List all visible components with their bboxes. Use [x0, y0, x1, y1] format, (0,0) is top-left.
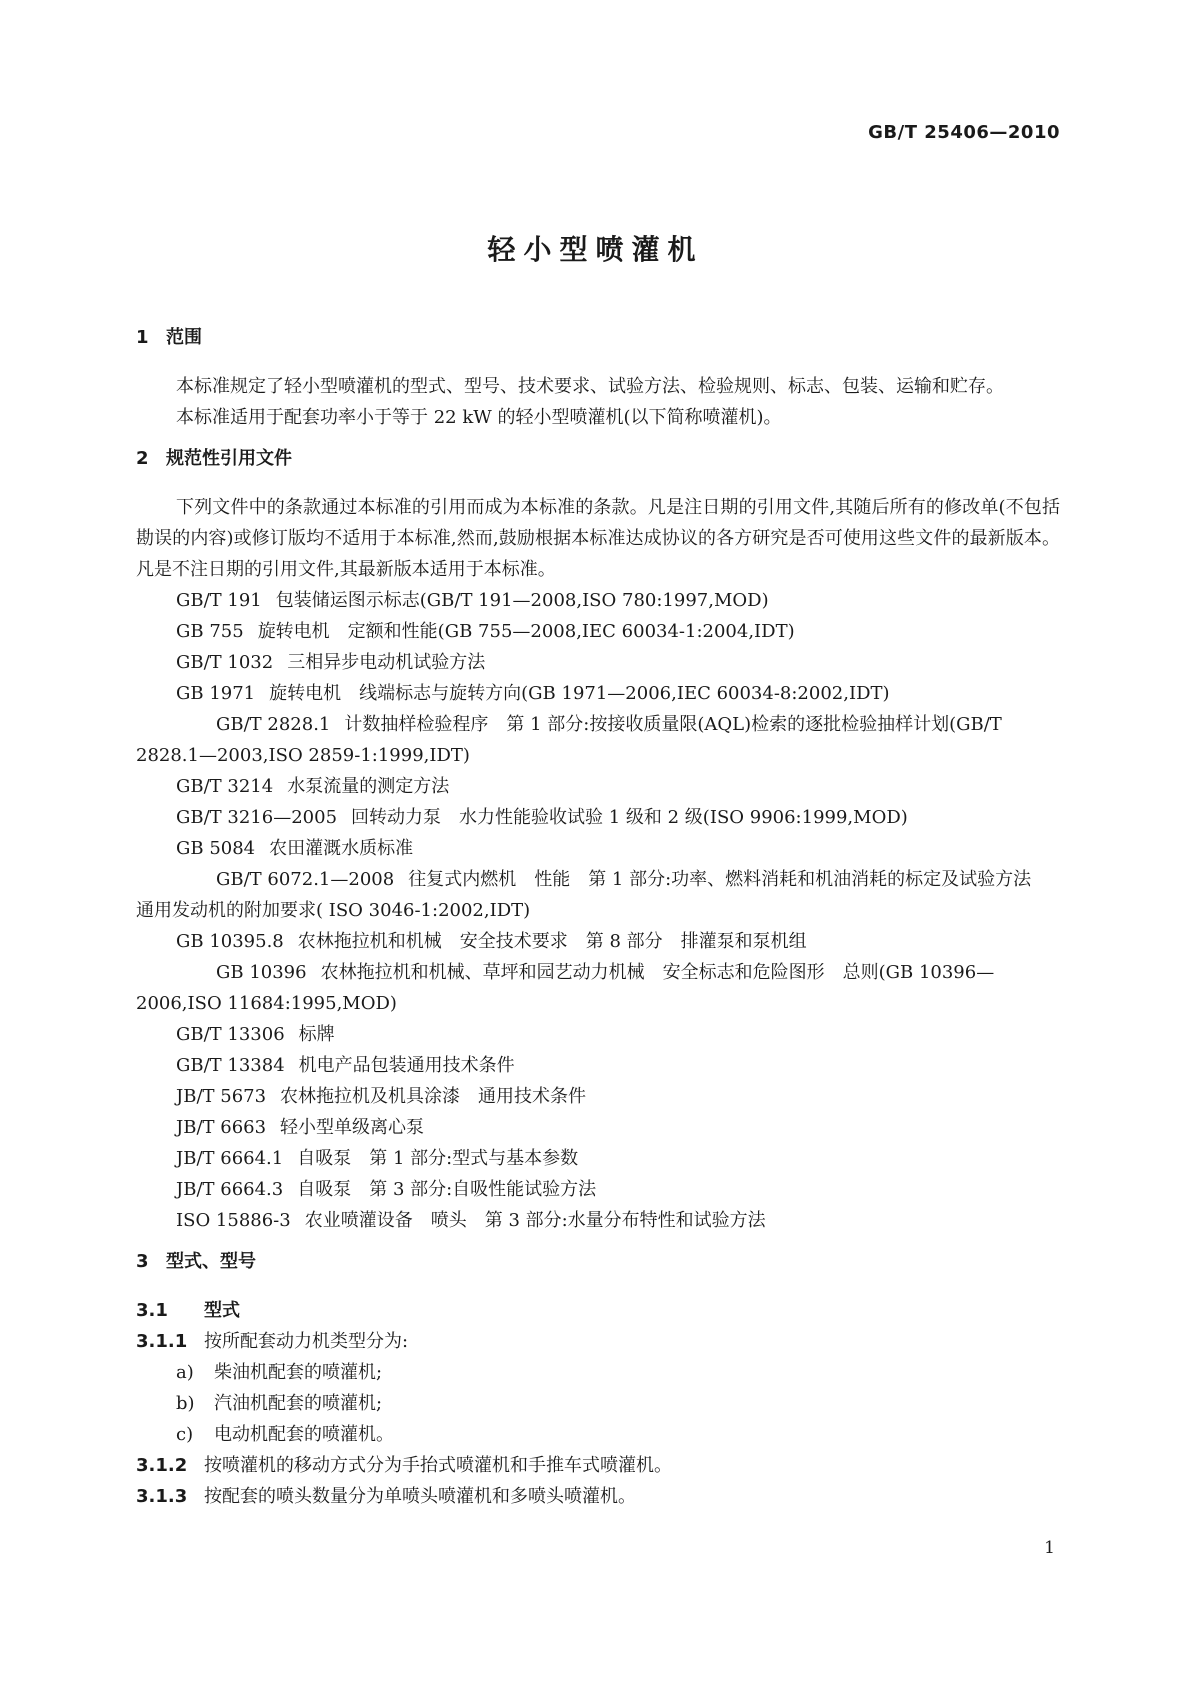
reference-code: ISO 15886-3: [176, 1210, 291, 1231]
reference-item: [136, 771, 1060, 802]
reference-item: [136, 957, 1060, 1019]
subsection-number: 3.1: [136, 1300, 168, 1321]
clause-text: 按喷灌机的移动方式分为手抬式喷灌机和手推车式喷灌机。: [204, 1455, 672, 1476]
reference-title: 旋转电机 定额和性能(GB 755—2008,IEC 60034-1:2004,IDT): [257, 621, 795, 642]
paragraph: 本标准规定了轻小型喷灌机的型式、型号、技术要求、试验方法、检验规则、标志、包装、运输和贮存。: [176, 376, 1004, 397]
reference-code: GB/T 13306: [176, 1024, 285, 1045]
subsection-title: 型式: [204, 1300, 240, 1321]
reference-code: GB/T 13384: [176, 1055, 285, 1076]
subsection-3-1-heading: [136, 1295, 1060, 1326]
reference-code: GB 10396: [216, 962, 307, 983]
reference-title: 农林拖拉机和机械 安全技术要求 第 8 部分 排灌泵和泵机组: [297, 931, 807, 952]
document-body: [136, 322, 1060, 1512]
reference-item: [136, 864, 1060, 926]
reference-code: GB 755: [176, 621, 244, 642]
reference-item: [136, 833, 1060, 864]
clause-number: 3.1.1: [136, 1331, 188, 1352]
reference-title: 自吸泵 第 1 部分:型式与基本参数: [297, 1148, 579, 1169]
reference-item: [136, 1143, 1060, 1174]
reference-title: 旋转电机 线端标志与旋转方向(GB 1971—2006,IEC 60034-8:2002,IDT): [269, 683, 890, 704]
reference-code: GB 10395.8: [176, 931, 284, 952]
reference-item: [136, 1081, 1060, 1112]
reference-item: [136, 616, 1060, 647]
paragraph: 下列文件中的条款通过本标准的引用而成为本标准的条款。凡是注日期的引用文件,其随后所有的修改单(不包括勘误的内容)或修订版均不适用于本标准,然而,鼓励根据本标准达成协议的各方研究是否可使用这些文件的最新版本。凡是不注日期的引用文件,其最新版本适用于本标准。: [136, 497, 1060, 580]
reference-code: GB/T 1032: [176, 652, 274, 673]
clause-text: 按配套的喷头数量分为单喷头喷灌机和多喷头喷灌机。: [204, 1486, 636, 1507]
section-number: 3: [136, 1251, 149, 1272]
section-title: 范围: [166, 327, 202, 348]
reference-code: JB/T 6664.3: [176, 1179, 284, 1200]
reference-item: [136, 585, 1060, 616]
reference-item: [136, 1050, 1060, 1081]
section-title: 型式、型号: [166, 1251, 256, 1272]
clause-3-1-1: [136, 1326, 1060, 1357]
reference-code: JB/T 6664.1: [176, 1148, 284, 1169]
list-text: 汽油机配套的喷灌机;: [214, 1393, 383, 1414]
reference-item: [136, 647, 1060, 678]
reference-item: [136, 1112, 1060, 1143]
reference-item: [136, 802, 1060, 833]
standard-number: GB/T 25406—2010: [868, 122, 1060, 143]
list-marker: b): [176, 1393, 195, 1414]
reference-title: 往复式内燃机 性能 第 1 部分:功率、燃料消耗和机油消耗的标定及试验方法 通用发动机的附加要求( ISO 3046-1:2002,IDT): [136, 869, 1050, 921]
list-item: [136, 1357, 1060, 1388]
section-3-heading: [136, 1246, 1060, 1277]
section-number: 1: [136, 327, 149, 348]
reference-item: [136, 709, 1060, 771]
reference-code: GB 1971: [176, 683, 256, 704]
page-number: 1: [1044, 1538, 1055, 1558]
reference-title: 农业喷灌设备 喷头 第 3 部分:水量分布特性和试验方法: [304, 1210, 766, 1231]
reference-code: GB/T 3214: [176, 776, 274, 797]
clause-3-1-2: [136, 1450, 1060, 1481]
reference-title: 水泵流量的测定方法: [287, 776, 450, 797]
section-1-heading: [136, 322, 1060, 353]
list-item: [136, 1419, 1060, 1450]
clause-number: 3.1.2: [136, 1455, 188, 1476]
clause-number: 3.1.3: [136, 1486, 188, 1507]
clause-text: 按所配套动力机类型分为:: [204, 1331, 409, 1352]
section-title: 规范性引用文件: [166, 448, 292, 469]
list-marker: a): [176, 1362, 194, 1383]
reference-code: GB/T 2828.1: [216, 714, 331, 735]
section-number: 2: [136, 448, 149, 469]
reference-title: 轻小型单级离心泵: [280, 1117, 425, 1138]
reference-item: [136, 678, 1060, 709]
reference-title: 三相异步电动机试验方法: [287, 652, 486, 673]
reference-title: 机电产品包装通用技术条件: [298, 1055, 515, 1076]
section-2-heading: [136, 443, 1060, 474]
reference-item: [136, 1174, 1060, 1205]
list-marker: c): [176, 1424, 194, 1445]
reference-code: GB/T 6072.1—2008: [216, 869, 395, 890]
reference-title: 包装储运图示标志(GB/T 191—2008,ISO 780:1997,MOD): [275, 590, 769, 611]
reference-title: 自吸泵 第 3 部分:自吸性能试验方法: [297, 1179, 597, 1200]
reference-title: 农田灌溉水质标准: [269, 838, 414, 859]
reference-item: [136, 1205, 1060, 1236]
reference-item: [136, 926, 1060, 957]
reference-title: 标牌: [298, 1024, 335, 1045]
paragraph: 本标准适用于配套功率小于等于 22 kW 的轻小型喷灌机(以下简称喷灌机)。: [176, 407, 782, 428]
reference-title: 计数抽样检验程序 第 1 部分:按接收质量限(AQL)检索的逐批检验抽样计划(GB/T 2828.1—2003,ISO 2859-1:1999,IDT): [136, 714, 1002, 766]
reference-code: GB/T 191: [176, 590, 262, 611]
reference-code: JB/T 6663: [176, 1117, 267, 1138]
clause-3-1-3: [136, 1481, 1060, 1512]
list-item: [136, 1388, 1060, 1419]
list-text: 柴油机配套的喷灌机;: [214, 1362, 383, 1383]
reference-title: 回转动力泵 水力性能验收试验 1 级和 2 级(ISO 9906:1999,MOD): [351, 807, 908, 828]
reference-code: JB/T 5673: [176, 1086, 267, 1107]
reference-item: [136, 1019, 1060, 1050]
reference-title: 农林拖拉机及机具涂漆 通用技术条件: [280, 1086, 587, 1107]
document-title: 轻小型喷灌机: [487, 233, 704, 266]
reference-code: GB/T 3216—2005: [176, 807, 338, 828]
list-text: 电动机配套的喷灌机。: [214, 1424, 394, 1445]
reference-code: GB 5084: [176, 838, 256, 859]
reference-title: 农林拖拉机和机械、草坪和园艺动力机械 安全标志和危险图形 总则(GB 10396—2006,ISO 11684:1995,MOD): [136, 962, 995, 1014]
